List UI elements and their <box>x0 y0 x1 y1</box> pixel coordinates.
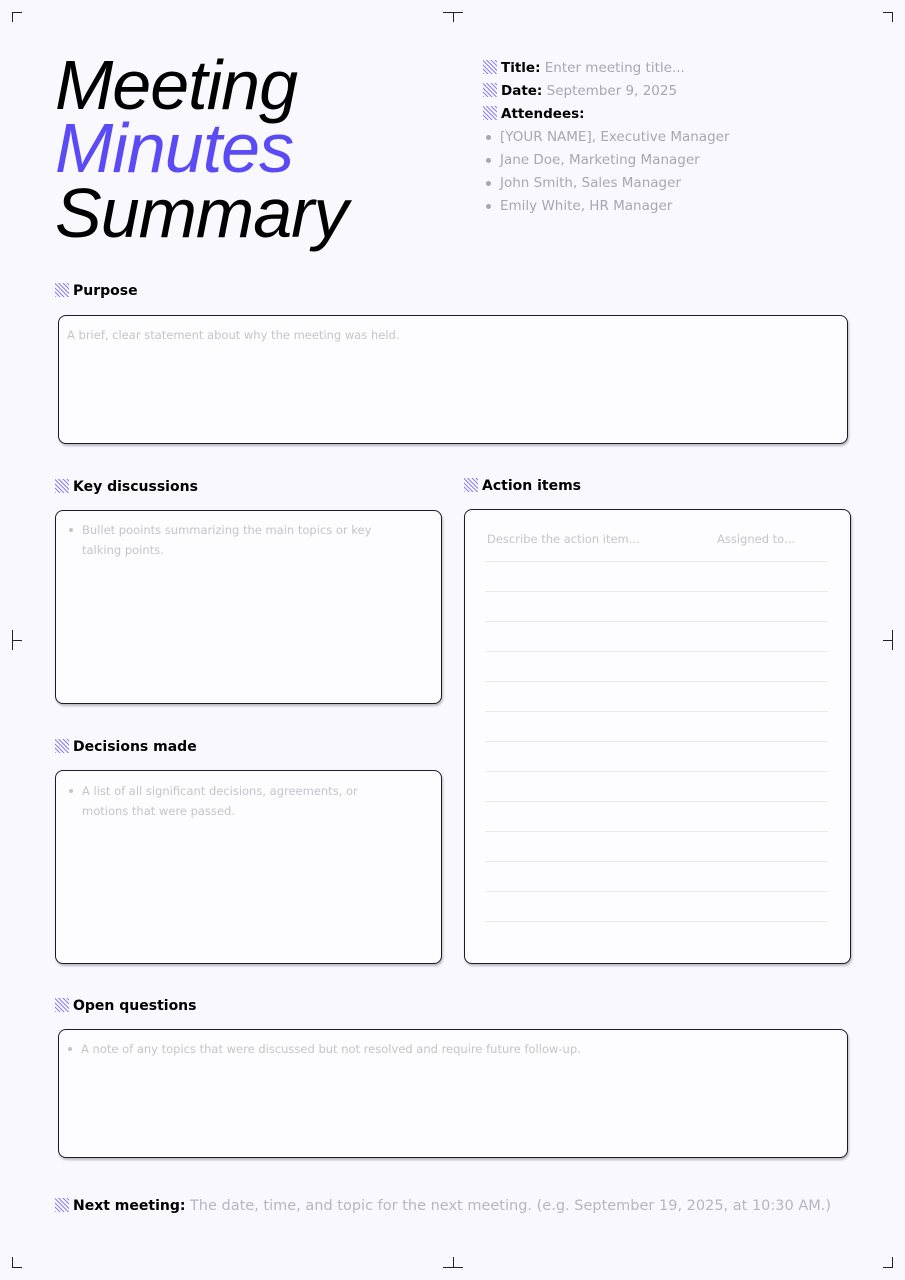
hatch-icon <box>55 739 69 753</box>
purpose-heading: Purpose <box>55 283 138 299</box>
decisions-placeholder: A list of all significant decisions, agreements, or motions that were passed. <box>68 781 388 821</box>
attendee-item[interactable]: John Smith, Sales Manager <box>486 172 730 195</box>
title-summary: Summary <box>55 174 348 252</box>
action-item-row[interactable] <box>485 622 828 652</box>
key-discussions-placeholder: Bullet pooints summarizing the main topics or key talking points. <box>68 520 398 560</box>
action-item-row[interactable] <box>485 562 828 592</box>
action-item-row[interactable] <box>485 892 828 922</box>
hatch-icon <box>55 998 69 1012</box>
attendees-label: Attendees: <box>501 106 585 122</box>
meta-attendees <box>483 103 585 126</box>
next-meeting-placeholder[interactable]: The date, time, and topic for the next meeting. (e.g. September 19, 2025, at 10:30 AM.) <box>189 1198 832 1214</box>
attendee-item[interactable]: [YOUR NAME], Executive Manager <box>486 126 730 149</box>
action-item-row[interactable] <box>485 682 828 712</box>
action-item-row[interactable] <box>485 742 828 772</box>
hatch-icon <box>55 1198 69 1212</box>
action-item-placeholder[interactable]: Describe the action item... <box>487 532 640 546</box>
action-items-table <box>464 509 851 964</box>
attendees-list <box>486 126 730 218</box>
open-questions-placeholder: A note of any topics that were discussed but not resolved and require future follow-up. <box>67 1039 839 1059</box>
open-questions-field[interactable] <box>58 1029 848 1158</box>
hatch-icon <box>55 479 69 493</box>
action-items-heading: Action items <box>464 478 581 494</box>
purpose-placeholder: A brief, clear statement about why the meeting was held. <box>67 328 400 342</box>
meta-date[interactable] <box>483 80 677 103</box>
key-discussions-field[interactable] <box>55 510 442 704</box>
next-meeting-label: Next meeting: <box>73 1198 186 1214</box>
date-label: Date: <box>501 83 543 99</box>
action-item-row[interactable] <box>485 802 828 832</box>
hatch-icon <box>483 106 497 120</box>
next-meeting[interactable] <box>55 1198 831 1214</box>
open-questions-heading: Open questions <box>55 998 196 1014</box>
attendee-item[interactable]: Jane Doe, Marketing Manager <box>486 149 730 172</box>
decisions-field[interactable] <box>55 770 442 964</box>
title-meeting: Meeting <box>55 46 298 124</box>
title-minutes: Minutes <box>55 109 294 187</box>
key-discussions-heading: Key discussions <box>55 479 198 495</box>
hatch-icon <box>464 478 478 492</box>
title-value[interactable]: Enter meeting title... <box>544 60 685 76</box>
action-item-row[interactable] <box>485 592 828 622</box>
action-item-row[interactable] <box>485 772 828 802</box>
hatch-icon <box>483 60 497 74</box>
meta-title[interactable] <box>483 57 685 80</box>
date-value[interactable]: September 9, 2025 <box>546 83 678 99</box>
action-item-row[interactable] <box>485 712 828 742</box>
purpose-field[interactable] <box>58 315 848 444</box>
decisions-heading: Decisions made <box>55 739 197 755</box>
action-item-row[interactable] <box>485 862 828 892</box>
hatch-icon <box>483 83 497 97</box>
action-item-row[interactable] <box>485 652 828 682</box>
action-item-row[interactable] <box>485 832 828 862</box>
assigned-to-placeholder[interactable]: Assigned to... <box>717 532 795 546</box>
title-label: Title: <box>501 60 541 76</box>
hatch-icon <box>55 283 69 297</box>
action-item-row[interactable] <box>485 532 828 562</box>
attendee-item[interactable]: Emily White, HR Manager <box>486 195 730 218</box>
